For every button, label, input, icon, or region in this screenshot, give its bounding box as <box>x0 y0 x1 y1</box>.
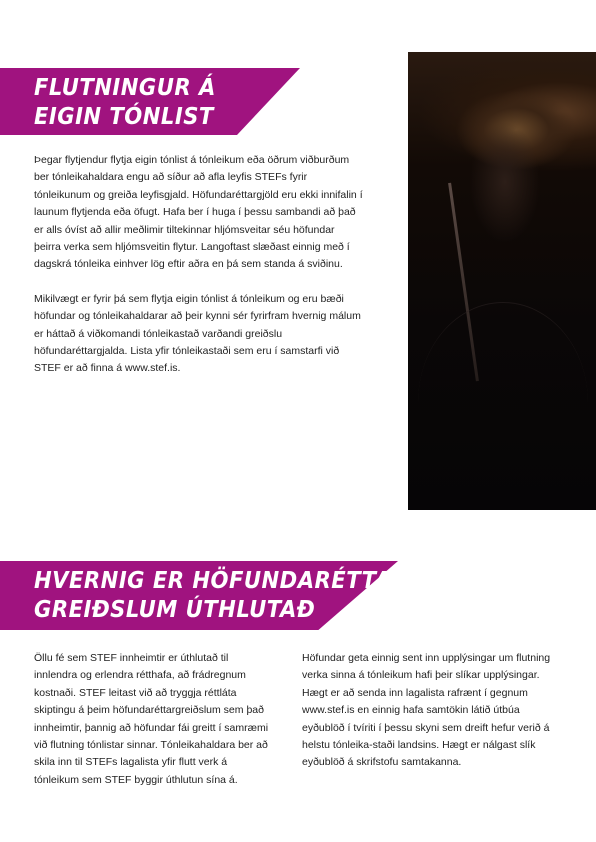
concert-photo <box>408 52 596 510</box>
section-2-right-paragraph: Höfundar geta einnig sent inn upplýsingar um flutning verka sinna á tónleikum hafi þeir slíkar upplýsingar. Hægt er að senda inn lagalista rafrænt í gegnum www.stef.is en einnig hafa samtökin látið útbúa eyðublöð í tvíriti í þessu skyni sem dreift hefur verið á helstu tónleika-staði landsins. Hægt er nálgast slík eyðublöð á skrifstofu samtakanna. <box>302 652 551 769</box>
photo-performer-silhouette <box>470 122 540 272</box>
section-2-heading-line-2: GREIÐSLUM ÚTHLUTAÐ <box>34 597 316 623</box>
section-2-right-column <box>302 650 560 772</box>
section-2-heading <box>34 567 418 625</box>
section-1-paragraph-1: Þegar flytjendur flytja eigin tónlist á tónleikum eða öðrum viðburðum ber tónleikahaldara engu að síður að afla leyfis STEFs fyrir tónleikunum og greiða leyfisgjald. Höfundaréttargjöld eru ekki innifalin í launum flytjenda eða öfugt. Hafa ber í huga í þessu sambandi að það er alls óvíst að allir meðlimir tiltekinnar hljómsveitar séu höfundar þeirra verka sem hljómsveitin flytur. Langoftast slæðast einnig með í dagskrá tónleika einhver lög eftir aðra en þá sem standa á sviðinu. <box>34 154 363 271</box>
photo-cable <box>418 302 588 503</box>
section-2-left-paragraph: Öllu fé sem STEF innheimtir er úthlutað til innlendra og erlendra rétthafa, að frádregnum kostnaði. STEF leitast við að tryggja réttláta skiptingu á þeim höfundaréttargreiðslum sem það innheimtir, þannig að höfundar fái greitt í samræmi við flutning tónlistar sinnar. Tónleikahaldara ber að skila inn til STEFs lagalista yfir flutt verk á tónleikum sem STEF byggir úthlutun sína á. <box>34 652 269 786</box>
section-1-heading <box>34 74 216 132</box>
section-1-heading-line-1: FLUTNINGUR Á <box>34 75 216 101</box>
section-1-body <box>34 152 364 378</box>
section-2-left-column <box>34 650 274 789</box>
section-2-heading-line-1: HVERNIG ER HÖFUNDARÉTTAR- <box>34 568 418 594</box>
section-1-heading-line-2: EIGIN TÓNLIST <box>34 104 214 130</box>
section-1-paragraph-2: Mikilvægt er fyrir þá sem flytja eigin tónlist á tónleikum og eru bæði höfundar og tónleikahaldarar að þeir kynni sér fyrirfram hvernig málum er háttað á viðkomandi tónleikastað varðandi greiðslu höfundaréttargjalda. Lista yfir tónleikastaði sem eru í samstarfi við STEF er að finna á www.stef.is. <box>34 292 361 375</box>
